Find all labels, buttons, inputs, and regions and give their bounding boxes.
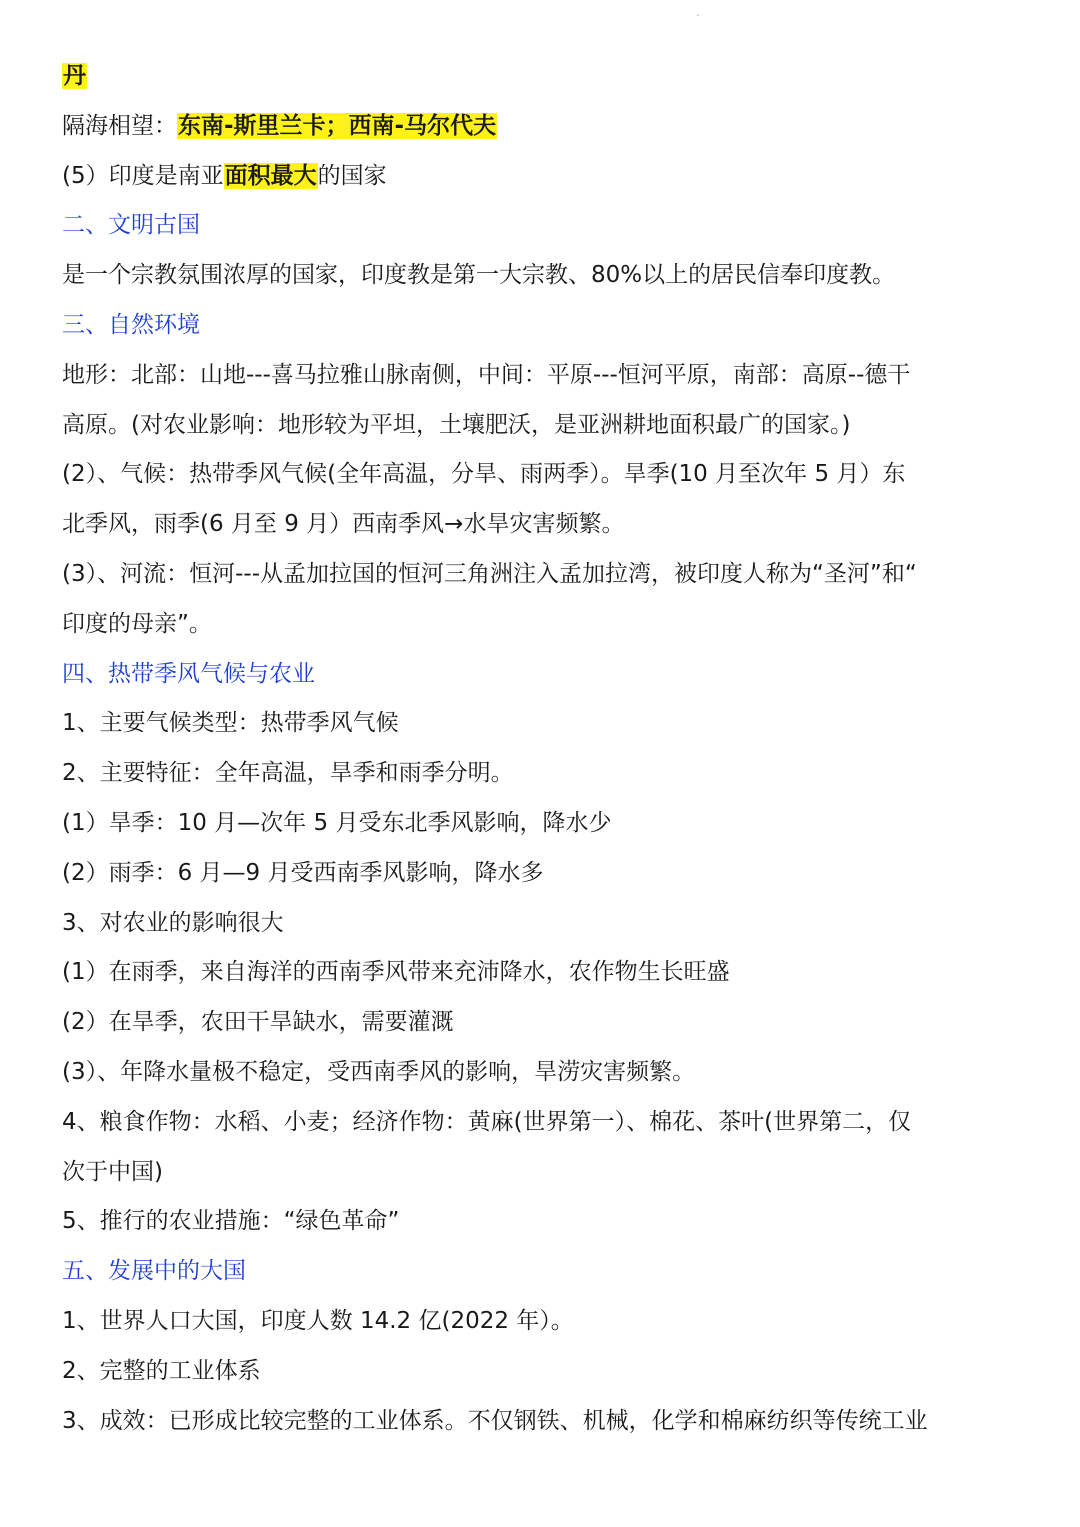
list-item-continuation: 次于中国) bbox=[62, 1158, 163, 1185]
neighbors-line bbox=[62, 102, 1022, 152]
list-subitem: (3）、年降水量极不稳定，受西南季风的影响，旱涝灾害频繁。 bbox=[62, 1058, 696, 1085]
list-item: 1、主要气候类型：热带季风气候 bbox=[62, 710, 399, 737]
religion-paragraph: 是一个宗教氛围浓厚的国家，印度教是第一大宗教、80%以上的居民信奉印度教。 bbox=[62, 262, 896, 289]
river-line-2: 印度的母亲”。 bbox=[62, 610, 212, 637]
list-item: 2、主要特征：全年高温，旱季和雨季分明。 bbox=[62, 760, 514, 787]
area-suffix: 的国家 bbox=[317, 162, 387, 189]
section-heading-developing-country: 五、发展中的大国 bbox=[62, 1258, 246, 1285]
section-heading-environment: 三、自然环境 bbox=[62, 311, 200, 338]
highlight-largest-area: 面积最大 bbox=[224, 162, 317, 189]
list-subitem: (2）在旱季，农田干旱缺水，需要灌溉 bbox=[62, 1009, 454, 1036]
list-item: 2、完整的工业体系 bbox=[62, 1357, 261, 1384]
list-item: 3、对农业的影响很大 bbox=[62, 909, 284, 936]
list-item: 1、世界人口大国，印度人数 14.2 亿(2022 年）。 bbox=[62, 1307, 574, 1334]
climate-line-2: 北季风，雨季(6 月至 9 月）西南季风→水旱灾害频繁。 bbox=[62, 511, 625, 538]
highlight-top-fragment: 丹 bbox=[63, 63, 86, 89]
list-subitem: (1）旱季：10 月—次年 5 月受东北季风影响，降水少 bbox=[62, 809, 612, 836]
scan-speck bbox=[697, 14, 699, 16]
terrain-line-2: 高原。(对农业影响：地形较为平坦，土壤肥沃，是亚洲耕地面积最广的国家。) bbox=[62, 411, 851, 438]
highlight-neighbors: 东南-斯里兰卡；西南-马尔代夫 bbox=[178, 112, 497, 139]
list-item: 3、成效：已形成比较完整的工业体系。不仅钢铁、机械，化学和棉麻纺织等传统工业 bbox=[62, 1407, 928, 1434]
list-item: 5、推行的农业措施：“绿色革命” bbox=[62, 1208, 400, 1235]
list-subitem: (2）雨季：6 月—9 月受西南季风影响，降水多 bbox=[62, 859, 544, 886]
area-prefix: (5）印度是南亚 bbox=[62, 162, 224, 189]
document-body bbox=[62, 52, 1022, 1446]
neighbors-prefix: 隔海相望： bbox=[62, 112, 177, 139]
climate-line-1: (2）、气候：热带季风气候(全年高温，分旱、雨两季）。旱季(10 月至次年 5 月）东 bbox=[62, 461, 906, 488]
river-line-1: (3）、河流：恒河---从孟加拉国的恒河三角洲注入孟加拉湾，被印度人称为“圣河”和“ bbox=[62, 560, 917, 587]
terrain-line-1: 地形：北部：山地---喜马拉雅山脉南侧，中间：平原---恒河平原，南部：高原--德干 bbox=[62, 361, 911, 388]
section-heading-monsoon-agriculture: 四、热带季风气候与农业 bbox=[62, 660, 315, 687]
area-line bbox=[62, 152, 1022, 202]
top-fragment-line bbox=[62, 52, 1022, 102]
list-item: 4、粮食作物：水稻、小麦；经济作物：黄麻(世界第一）、棉花、茶叶(世界第二，仅 bbox=[62, 1108, 912, 1135]
section-heading-civilization: 二、文明古国 bbox=[62, 212, 200, 239]
list-subitem: (1）在雨季，来自海洋的西南季风带来充沛降水，农作物生长旺盛 bbox=[62, 959, 730, 986]
